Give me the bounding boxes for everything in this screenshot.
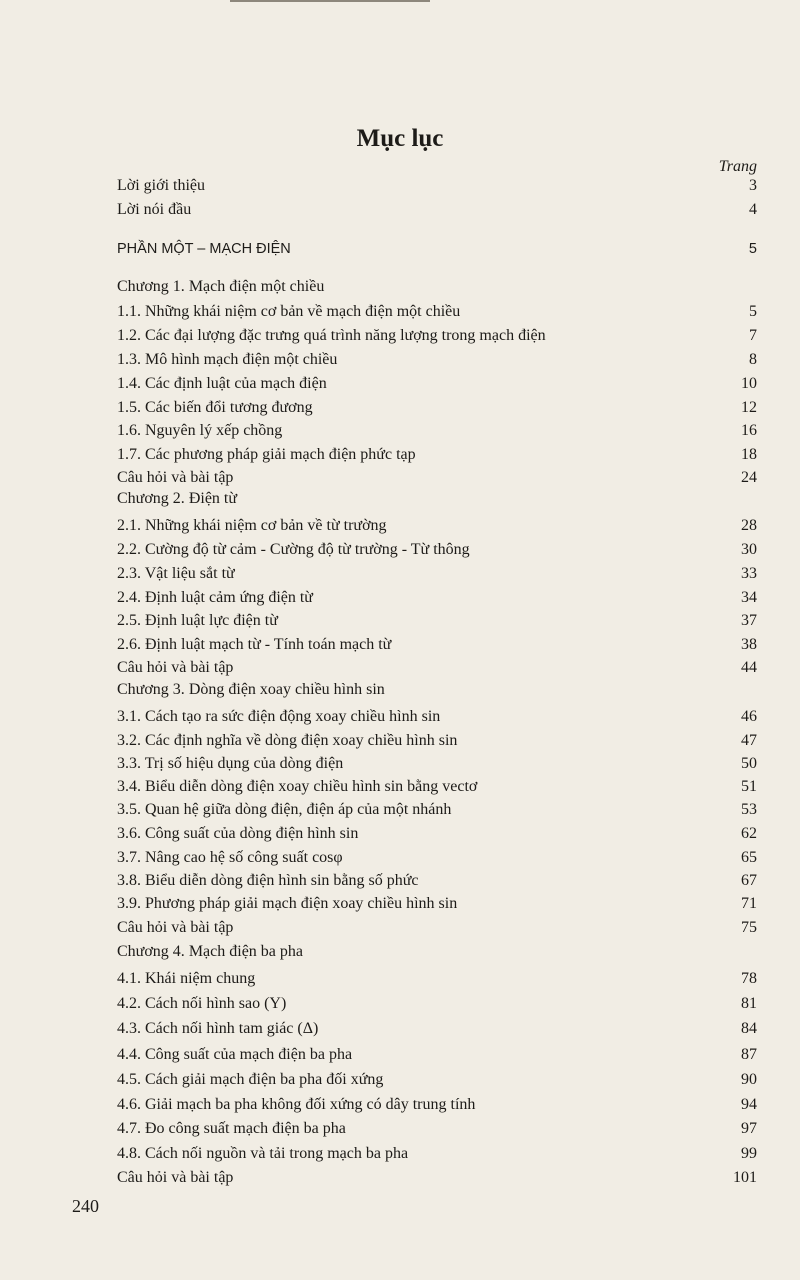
toc-entry-page: 16 — [741, 422, 757, 439]
toc-entry-label: 4.5. Cách giải mạch điện ba pha đối xứng — [117, 1071, 384, 1088]
toc-entry-label: 2.6. Định luật mạch từ - Tính toán mạch từ — [117, 636, 392, 653]
toc-entry-label: 1.1. Những khái niệm cơ bản về mạch điện một chiều — [117, 303, 461, 320]
toc-entry-page: 12 — [741, 399, 757, 416]
toc-entry-page: 87 — [741, 1046, 757, 1063]
toc-entry-page: 28 — [741, 517, 757, 534]
toc-entry-label: 4.6. Giải mạch ba pha không đối xứng có dây trung tính — [117, 1096, 476, 1113]
toc-entry-label: Câu hỏi và bài tập — [117, 1169, 234, 1186]
toc-entry-page: 51 — [741, 778, 757, 795]
toc-entry-label: 1.2. Các đại lượng đặc trưng quá trình năng lượng trong mạch điện — [117, 327, 546, 344]
toc-entry-label: 2.1. Những khái niệm cơ bản về từ trường — [117, 517, 387, 534]
toc-entry-label: 2.3. Vật liệu sắt từ — [117, 565, 235, 582]
toc-entry-label: 2.5. Định luật lực điện từ — [117, 612, 278, 629]
toc-entry-label: PHẦN MỘT – MẠCH ĐIỆN — [117, 241, 291, 257]
toc-entry-label — [117, 277, 324, 297]
toc-entry-page: 78 — [741, 970, 757, 987]
toc-entry-page: 97 — [741, 1120, 757, 1137]
toc-entry-label: 4.7. Đo công suất mạch điện ba pha — [117, 1120, 346, 1137]
toc-entry-label: 3.6. Công suất của dòng điện hình sin — [117, 825, 359, 842]
toc-entry-label: 3.8. Biểu diễn dòng điện hình sin bằng số phức — [117, 872, 419, 889]
chapter-prefix: Chương 1. — [117, 278, 185, 295]
page-number: 240 — [72, 1196, 99, 1216]
toc-entry-page: 65 — [741, 849, 757, 866]
toc-entry-label: 1.3. Mô hình mạch điện một chiều — [117, 351, 338, 368]
toc-entry-label: 4.8. Cách nối nguồn và tải trong mạch ba pha — [117, 1145, 409, 1162]
toc-entry-label — [117, 942, 303, 962]
toc-entry-label: 1.7. Các phương pháp giải mạch điện phức tạp — [117, 446, 416, 463]
toc-entry-page: 8 — [749, 351, 757, 368]
toc-entry-page: 34 — [741, 589, 757, 606]
toc-entry-label: 4.2. Cách nối hình sao (Y) — [117, 995, 287, 1012]
toc-entry-page: 67 — [741, 872, 757, 889]
toc-entry-label: 1.5. Các biến đổi tương đương — [117, 399, 313, 416]
toc-entry-page: 75 — [741, 919, 757, 936]
toc-entry-page: 90 — [741, 1071, 757, 1088]
toc-entry-page: 4 — [749, 201, 757, 218]
toc-entry-page: 71 — [741, 895, 757, 912]
toc-entry-page: 99 — [741, 1145, 757, 1162]
toc-entry-label: 3.7. Nâng cao hệ số công suất cosφ — [117, 849, 343, 866]
toc-entry-label: 3.5. Quan hệ giữa dòng điện, điện áp của một nhánh — [117, 801, 452, 818]
toc-entry-page: 50 — [741, 755, 757, 772]
toc-entry-label — [117, 680, 385, 700]
toc-entry-page: 53 — [741, 801, 757, 818]
toc-entry-label: 3.3. Trị số hiệu dụng của dòng điện — [117, 755, 344, 772]
toc-entry-page: 33 — [741, 565, 757, 582]
toc-entry-label: 4.4. Công suất của mạch điện ba pha — [117, 1046, 353, 1063]
toc-entry-page: 5 — [748, 241, 757, 257]
toc-entry-label: Câu hỏi và bài tập — [117, 469, 234, 486]
toc-entry-label: 2.2. Cường độ từ cảm - Cường độ từ trường - Từ thông — [117, 541, 470, 558]
toc-entry-page: 84 — [741, 1020, 757, 1037]
toc-entry-page: 47 — [741, 732, 757, 749]
toc-entry-page: 44 — [741, 659, 757, 676]
chapter-prefix: Chương 3. — [117, 681, 185, 698]
chapter-title: Mạch điện ba pha — [184, 943, 303, 960]
toc-entry-page: 7 — [749, 327, 757, 344]
toc-entry-label: 3.9. Phương pháp giải mạch điện xoay chiều hình sin — [117, 895, 458, 912]
chapter-prefix: Chương 2. — [117, 490, 185, 507]
toc-entry-page: 18 — [741, 446, 757, 463]
page-title: Mục lục — [356, 125, 444, 152]
toc-entry-label: 3.1. Cách tạo ra sức điện động xoay chiều hình sin — [117, 708, 441, 725]
toc-entry-page: 10 — [741, 375, 757, 392]
chapter-title: Điện từ — [184, 490, 238, 507]
toc-entry-label: Lời giới thiệu — [117, 177, 206, 194]
toc-entry-label — [117, 489, 237, 509]
toc-entry-label: 3.4. Biểu diễn dòng điện xoay chiều hình sin bằng vectơ — [117, 778, 478, 795]
toc-entry-label: 4.3. Cách nối hình tam giác (Δ) — [117, 1020, 319, 1037]
page-column-header: Trang — [718, 158, 757, 175]
toc-entry-page: 37 — [741, 612, 757, 629]
toc-entry-label: 4.1. Khái niệm chung — [117, 970, 256, 987]
toc-entry-page: 46 — [741, 708, 757, 725]
chapter-prefix: Chương 4. — [117, 943, 185, 960]
toc-entry-page: 101 — [733, 1169, 757, 1186]
toc-entry-label: Lời nói đầu — [117, 201, 192, 218]
toc-entry-page: 81 — [741, 995, 757, 1012]
toc-entry-page: 5 — [749, 303, 757, 320]
toc-entry-label: Câu hỏi và bài tập — [117, 919, 234, 936]
toc-entry-label: Câu hỏi và bài tập — [117, 659, 234, 676]
chapter-title: Mạch điện một chiều — [184, 278, 325, 295]
toc-entry-label: 2.4. Định luật cảm ứng điện từ — [117, 589, 313, 606]
toc-entry-page: 24 — [741, 469, 757, 486]
toc-entry-label: 3.2. Các định nghĩa về dòng điện xoay chiều hình sin — [117, 732, 458, 749]
toc-entry-page: 30 — [741, 541, 757, 558]
toc-entry-label: 1.6. Nguyên lý xếp chồng — [117, 422, 283, 439]
toc-entry-page: 3 — [749, 177, 757, 194]
chapter-title: Dòng điện xoay chiều hình sin — [184, 681, 385, 698]
toc-entry-page: 38 — [741, 636, 757, 653]
toc-entry-page: 62 — [741, 825, 757, 842]
toc-entry-page: 94 — [741, 1096, 757, 1113]
toc-entry-label: 1.4. Các định luật của mạch điện — [117, 375, 327, 392]
